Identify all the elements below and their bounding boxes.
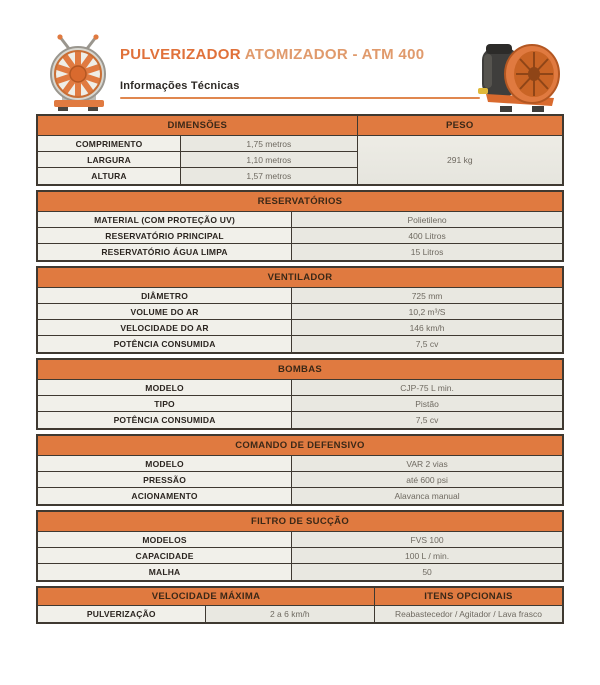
page-title-secondary: ATOMIZADOR - ATM 400 — [240, 46, 425, 63]
row-value: CJP-75 L min. — [292, 380, 562, 396]
table-header-reservatorios: RESERVATÓRIOS — [38, 192, 562, 212]
page-title — [120, 46, 424, 63]
table-filtro-succao — [36, 510, 564, 582]
row-label-largura: LARGURA — [38, 152, 181, 168]
table-header-weight: PESO — [358, 116, 562, 136]
row-value-largura: 1,10 metros — [181, 152, 358, 168]
row-value: 7,5 cv — [292, 336, 562, 352]
row-value: Alavanca manual — [292, 488, 562, 504]
row-value: FVS 100 — [292, 532, 562, 548]
product-photo-right — [476, 32, 564, 116]
table-header-ventilador: VENTILADOR — [38, 268, 562, 288]
row-value: até 600 psi — [292, 472, 562, 488]
product-photo-left — [42, 34, 116, 112]
row-value: 50 — [292, 564, 562, 580]
row-label: MODELO — [38, 456, 292, 472]
table-header-filtro: FILTRO DE SUCÇÃO — [38, 512, 562, 532]
row-label: VOLUME DO AR — [38, 304, 292, 320]
table-comando-defensivo — [36, 434, 564, 506]
row-value: 15 Litros — [292, 244, 562, 260]
row-value-comprimento: 1,75 metros — [181, 136, 358, 152]
table-velocidade-maxima — [36, 586, 564, 624]
row-label-pulverizacao: PULVERIZAÇÃO — [38, 606, 206, 622]
row-value: 100 L / min. — [292, 548, 562, 564]
table-dimensions — [36, 114, 564, 186]
table-bombas — [36, 358, 564, 430]
row-value: 400 Litros — [292, 228, 562, 244]
row-label: CAPACIDADE — [38, 548, 292, 564]
row-label: RESERVATÓRIO ÁGUA LIMPA — [38, 244, 292, 260]
table-header-dimensions: DIMENSÕES — [38, 116, 358, 136]
row-label: ACIONAMENTO — [38, 488, 292, 504]
table-header-opcionais: ITENS OPCIONAIS — [375, 588, 562, 606]
table-header-velocidade: VELOCIDADE MÁXIMA — [38, 588, 375, 606]
row-label: MATERIAL (COM PROTEÇÃO UV) — [38, 212, 292, 228]
table-ventilador — [36, 266, 564, 354]
row-label-altura: ALTURA — [38, 168, 181, 184]
row-label: POTÊNCIA CONSUMIDA — [38, 412, 292, 428]
row-label: RESERVATÓRIO PRINCIPAL — [38, 228, 292, 244]
weight-value: 291 kg — [358, 136, 562, 184]
subtitle-underline — [120, 97, 480, 99]
row-value: 725 mm — [292, 288, 562, 304]
page-title-primary: PULVERIZADOR — [120, 46, 241, 63]
row-value-pulverizacao: 2 a 6 km/h — [206, 606, 375, 622]
row-value-opcionais: Reabastecedor / Agitador / Lava frasco — [375, 606, 562, 622]
row-value-altura: 1,57 metros — [181, 168, 358, 184]
spec-tables — [36, 114, 564, 624]
row-value: 7,5 cv — [292, 412, 562, 428]
table-header-bombas: BOMBAS — [38, 360, 562, 380]
row-label-comprimento: COMPRIMENTO — [38, 136, 181, 152]
row-label: POTÊNCIA CONSUMIDA — [38, 336, 292, 352]
row-label: TIPO — [38, 396, 292, 412]
page-subtitle: Informações Técnicas — [120, 80, 240, 92]
row-label: VELOCIDADE DO AR — [38, 320, 292, 336]
row-value: VAR 2 vias — [292, 456, 562, 472]
row-value: 146 km/h — [292, 320, 562, 336]
row-label: MALHA — [38, 564, 292, 580]
table-reservatorios — [36, 190, 564, 262]
row-value: Pistão — [292, 396, 562, 412]
row-label: PRESSÃO — [38, 472, 292, 488]
row-value: Polietileno — [292, 212, 562, 228]
table-header-comando: COMANDO DE DEFENSIVO — [38, 436, 562, 456]
row-label: MODELO — [38, 380, 292, 396]
row-label: DIÂMETRO — [38, 288, 292, 304]
row-label: MODELOS — [38, 532, 292, 548]
row-value: 10,2 m³/S — [292, 304, 562, 320]
